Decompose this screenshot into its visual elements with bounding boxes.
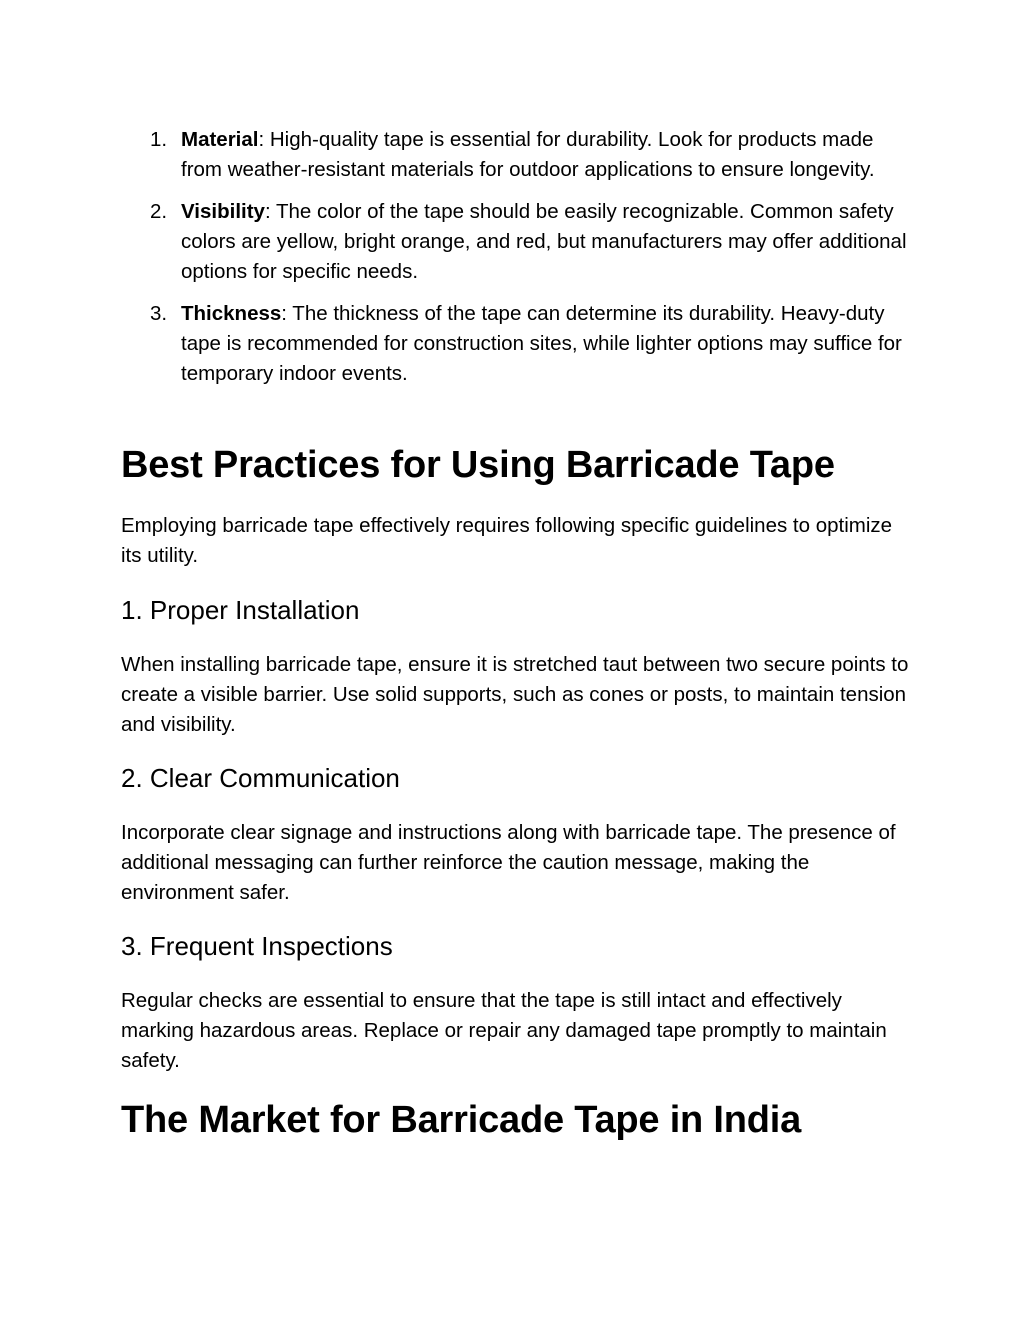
list-term: Visibility <box>181 200 265 223</box>
list-text: : The thickness of the tape can determine its durability. Heavy-duty tape is recommended for construction sites, while lighter options may suffice for temporary indoor events. <box>181 302 902 385</box>
subheading-proper-installation: 1. Proper Installation <box>121 595 360 625</box>
list-term: Material <box>181 128 259 151</box>
section-heading-best-practices: Best Practices for Using Barricade Tape <box>121 444 835 486</box>
list-number: 2. <box>150 200 168 223</box>
list-text: : High-quality tape is essential for durability. Look for products made from weather-resistant materials for outdoor applications to ensure longevity. <box>181 128 875 181</box>
paragraph-clear-communication: Incorporate clear signage and instructions along with barricade tape. The presence of additional messaging can further reinforce the caution message, making the environment safer. <box>121 821 896 904</box>
intro-paragraph: Employing barricade tape effectively requires following specific guidelines to optimize its utility. <box>121 514 893 567</box>
numbered-list <box>121 125 911 401</box>
list-item <box>121 197 911 287</box>
subheading-frequent-inspections: 3. Frequent Inspections <box>121 931 393 961</box>
paragraph-proper-installation: When installing barricade tape, ensure it is stretched taut between two secure points to create a visible barrier. Use solid supports, such as cones or posts, to maintain tension and visibility. <box>121 653 909 736</box>
list-number: 3. <box>150 302 168 325</box>
paragraph-frequent-inspections: Regular checks are essential to ensure that the tape is still intact and effectively marking hazardous areas. Replace or repair any damaged tape promptly to maintain safety. <box>121 989 887 1072</box>
list-text: : The color of the tape should be easily recognizable. Common safety colors are yellow, bright orange, and red, but manufacturers may offer additional options for specific needs. <box>181 200 907 283</box>
subheading-clear-communication: 2. Clear Communication <box>121 763 400 793</box>
section-heading-market: The Market for Barricade Tape in India <box>121 1099 802 1141</box>
list-term: Thickness <box>181 302 282 325</box>
list-item <box>121 125 911 185</box>
list-number: 1. <box>150 128 168 151</box>
list-item <box>121 299 911 389</box>
